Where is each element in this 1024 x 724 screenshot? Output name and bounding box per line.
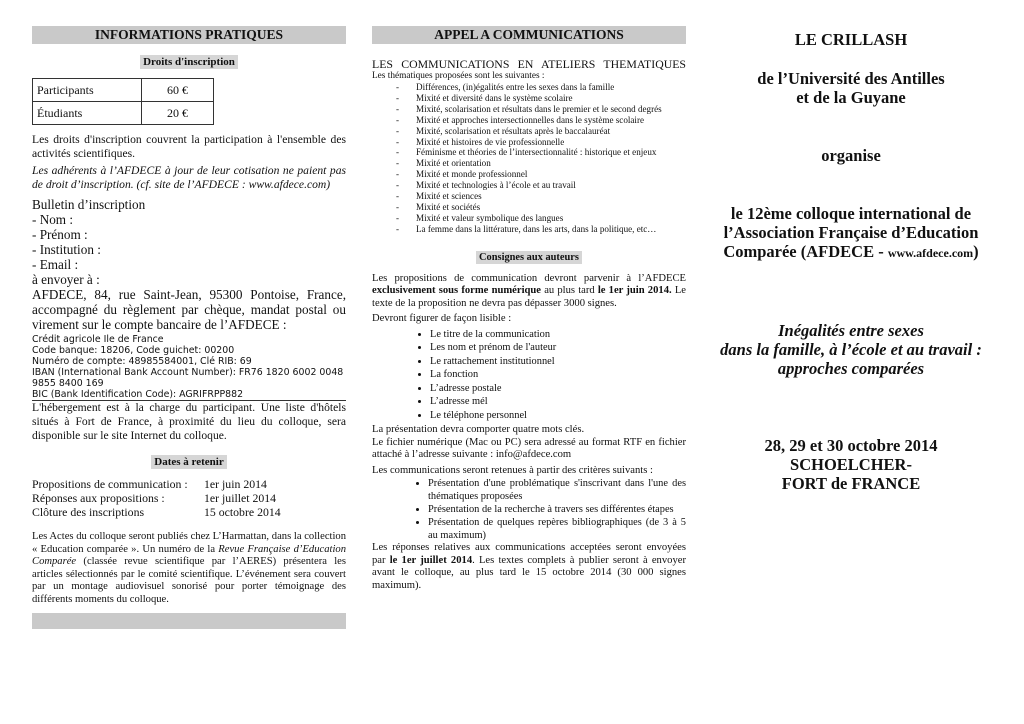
- list-item: • La fonction: [430, 368, 686, 381]
- list-item: • Le téléphone personnel: [430, 409, 686, 422]
- footer-band: [32, 613, 346, 629]
- event-place: FORT de FRANCE: [781, 474, 921, 493]
- form-line: - Prénom :: [32, 227, 88, 242]
- list-item: - Mixité et technologies à l’école et au travail: [396, 180, 686, 191]
- date-value: 15 octobre 2014: [204, 505, 281, 519]
- colloquium-text: Comparée (AFDECE -: [723, 242, 888, 261]
- key-dates: [32, 477, 281, 519]
- responses-date: le 1er juillet 2014: [389, 554, 473, 566]
- dates-title: Dates à retenir: [151, 455, 226, 469]
- list-item: - Mixité et histoires de vie professionnelle: [396, 137, 686, 148]
- list-item: • Les nom et prénom de l'auteur: [430, 341, 686, 354]
- members-note: Les adhérents à l’AFDECE à jour de leur cotisation ne paient pas de droit d’inscription. (cf. site de l’AFDECE : www.afdece.com): [32, 164, 346, 191]
- guidelines-part: Le texte de la proposition ne devra pas dépasser 3000 signes.: [372, 285, 686, 309]
- list-item: • Présentation d'une problématique s'inscrivant dans l'une des thématiques proposées: [428, 477, 686, 503]
- bank-line: BIC (Bank Identification Code): AGRIFRPP882: [32, 389, 244, 400]
- required-items: [372, 328, 686, 422]
- list-item: • Le rattachement institutionnel: [430, 355, 686, 368]
- table-row: [32, 491, 281, 505]
- guidelines-title: Consignes aux auteurs: [476, 251, 582, 264]
- postal-address: AFDECE, 84, rue Saint-Jean, 95300 Pontoise, France, accompagné du règlement par chèque, mandat postal ou virement sur le compte bancaire de l’AFDECE :: [32, 287, 346, 332]
- form-line: à envoyer à :: [32, 272, 100, 287]
- list-item: - Mixité, scolarisation et résultats dans le premier et le second degrés: [396, 104, 686, 115]
- university-line: de l’Université des Antilles: [757, 69, 945, 88]
- legible-intro: Devront figurer de façon lisible :: [372, 313, 512, 325]
- file-note: Le fichier numérique (Mac ou PC) sera adressé au format RTF en fichier attaché à l’adresse suivante : info@afdece.com: [372, 436, 686, 461]
- criteria-list: [372, 477, 686, 542]
- date-value: 1er juillet 2014: [204, 491, 277, 505]
- colloquium-line: [710, 242, 992, 263]
- keywords-note: La présentation devra comporter quatre mots clés.: [372, 423, 585, 435]
- event-place: SCHOELCHER-: [790, 455, 912, 474]
- themes-list: [396, 82, 686, 235]
- guidelines-part: Les propositions de communication devront parvenir à l’AFDECE: [372, 272, 686, 284]
- guidelines-part: au plus tard: [541, 285, 598, 297]
- guidelines-emphasis: exclusivement sous forme numérique: [372, 285, 542, 297]
- workshops-title: [372, 58, 686, 71]
- form-line: - Institution :: [32, 242, 101, 257]
- themes-intro: Les thématiques proposées sont les suivantes :: [372, 71, 545, 81]
- cover-column: [710, 26, 992, 493]
- practical-info-header: INFORMATIONS PRATIQUES: [32, 26, 346, 44]
- university-line: et de la Guyane: [796, 88, 906, 107]
- list-item: - Féminisme et théories de l’intersectionnalité : historique et enjeux: [396, 147, 686, 158]
- responses-note: [372, 542, 686, 592]
- registration-form: [32, 197, 346, 332]
- date-value: 1er juin 2014: [204, 477, 267, 491]
- bank-line: Code banque: 18206, Code guichet: 00200: [32, 345, 235, 356]
- colloquium-text: ): [973, 242, 979, 261]
- journal-title: Revue Française d’Education Comparée: [32, 543, 346, 568]
- fee-label: Étudiants: [33, 102, 142, 125]
- form-line: Bulletin d’inscription: [32, 197, 146, 212]
- proceedings-text: Les Actes du colloque seront publiés chez L’Harmattan, dans la collection « Education comparée ». Un numéro de la: [32, 531, 346, 555]
- list-item: - Différences, (in)égalités entre les sexes dans la famille: [396, 82, 686, 93]
- website-link[interactable]: www.afdece.com: [887, 246, 974, 260]
- theme-line: dans la famille, à l’école et au travail :: [720, 340, 982, 359]
- fees-note: Les droits d'inscription couvrent la participation à l'ensemble des activités scientifiques.: [32, 133, 346, 160]
- fee-value: 20 €: [142, 102, 214, 125]
- bank-line: IBAN (International Bank Account Number): FR76 1820 6002 0048 9855 8400 169: [32, 367, 344, 389]
- date-label: Clôture des inscriptions: [32, 505, 145, 519]
- list-item: - Mixité et monde professionnel: [396, 169, 686, 180]
- table-row: [32, 505, 281, 519]
- fee-label: Participants: [33, 79, 142, 102]
- bank-details: [32, 334, 346, 400]
- proceedings-text: (classée revue scientifique par l’AERES) présentera les articles sélectionnés par le comité scientifique. L’événement sera couvert par un montage audiovisuel sonorisé pour porter témoignage des différents moments du colloque.: [32, 556, 346, 605]
- lodging-note: L'hébergement est à la charge du participant. Une liste d'hôtels situés à Fort de France, à proximité du lieu du colloque, sera disponible sur le site Internet du colloque.: [32, 401, 346, 442]
- theme-line: approches comparées: [777, 359, 925, 378]
- responses-part: . Les textes complets à publier seront à envoyer avant le colloque, au plus tard le 15 octobre 2014 (30 000 signes maximum).: [372, 554, 686, 592]
- call-for-papers-column: [372, 26, 686, 593]
- fees-title: Droits d'inscription: [140, 55, 238, 69]
- list-item: - Mixité, scolarisation et résultats après le baccalauréat: [396, 126, 686, 137]
- call-for-papers-header: APPEL A COMMUNICATIONS: [372, 26, 686, 44]
- form-line: - Email :: [32, 257, 79, 272]
- list-item: - Mixité et approches intersectionnelles dans le système scolaire: [396, 115, 686, 126]
- fees-table: [32, 78, 214, 125]
- list-item: - Mixité et orientation: [396, 158, 686, 169]
- list-item: - Mixité et sociétés: [396, 202, 686, 213]
- list-item: - La femme dans la littérature, dans les arts, dans la politique, etc…: [396, 224, 686, 235]
- guidelines-text: [372, 273, 686, 311]
- bank-line: Crédit agricole Ile de France: [32, 334, 164, 345]
- date-label: Propositions de communication :: [32, 477, 188, 491]
- list-item: • L’adresse mél: [430, 395, 686, 408]
- workshops-title-text: LES COMMUNICATIONS EN ATELIERS THEMATIQUES: [372, 57, 686, 71]
- event-dates: 28, 29 et 30 octobre 2014: [764, 436, 938, 455]
- organizer-name: LE CRILLASH: [794, 30, 908, 49]
- theme-line: Inégalités entre sexes: [778, 321, 924, 340]
- list-item: • Présentation de la recherche à travers ses différentes étapes: [428, 503, 686, 516]
- table-row: [33, 79, 214, 102]
- list-item: • L’adresse postale: [430, 382, 686, 395]
- responses-part: Les réponses relatives aux communications acceptées seront envoyées par: [372, 542, 686, 566]
- colloquium-line: le 12ème colloque international de: [730, 204, 972, 223]
- form-line: - Nom :: [32, 212, 74, 227]
- list-item: • Le titre de la communication: [430, 328, 686, 341]
- list-item: - Mixité et diversité dans le système scolaire: [396, 93, 686, 104]
- organise-label: organise: [821, 146, 881, 165]
- list-item: • Présentation de quelques repères bibliographiques (de 3 à 5 au maximum): [428, 516, 686, 542]
- colloquium-line: l’Association Française d’Education: [723, 223, 979, 242]
- list-item: - Mixité et sciences: [396, 191, 686, 202]
- bank-line: Numéro de compte: 48985584001, Clé RIB: 69: [32, 356, 252, 367]
- practical-info-column: [32, 26, 346, 629]
- proceedings-note: [32, 531, 346, 607]
- table-row: [33, 102, 214, 125]
- table-row: [32, 477, 281, 491]
- criteria-intro: Les communications seront retenues à partir des critères suivants :: [372, 464, 653, 476]
- fee-value: 60 €: [142, 79, 214, 102]
- guidelines-deadline: le 1er juin 2014.: [597, 285, 672, 297]
- date-label: Réponses aux propositions :: [32, 491, 165, 505]
- list-item: - Mixité et valeur symbolique des langues: [396, 213, 686, 224]
